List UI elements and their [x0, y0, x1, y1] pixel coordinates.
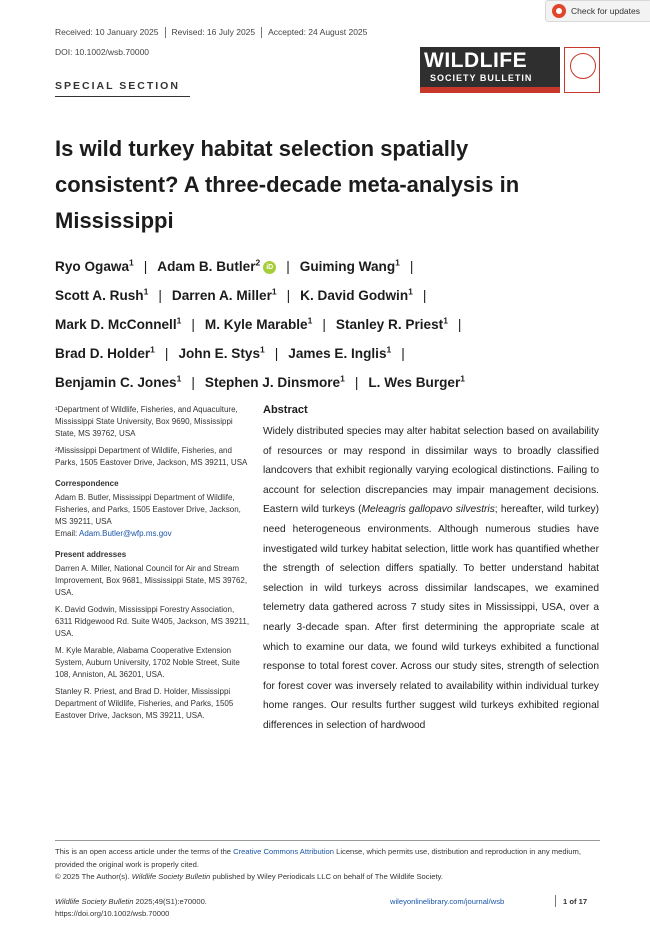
present-address: Darren A. Miller, National Council for Air and Stream Improvement, Box 9681, Mississippi State, MS 39762, USA.: [55, 564, 248, 597]
doi: DOI: 10.1002/wsb.70000: [55, 47, 150, 57]
page-number: 1 of 17: [563, 897, 588, 906]
accepted-date: Accepted: 24 August 2025: [268, 27, 368, 37]
author[interactable]: Benjamin C. Jones$^1$: [55, 373, 182, 390]
author-separator: |: [274, 345, 279, 361]
check-for-updates-label: Check for updates: [571, 6, 640, 16]
logo-line2: SOCIETY BULLETIN: [430, 73, 533, 83]
species-name: Meleagris gallopavo silvestris: [361, 504, 495, 516]
author[interactable]: K. David Godwin$^1$: [300, 286, 413, 303]
logo-line1: WILDLIFE: [424, 49, 528, 72]
author[interactable]: Adam B. Butler$^2$iD: [157, 259, 276, 274]
journal-logo: [420, 47, 560, 93]
correspondence-heading: Correspondence: [55, 479, 119, 488]
author-separator: |: [422, 287, 427, 303]
divider: [55, 96, 190, 97]
author-separator: |: [164, 345, 169, 361]
author[interactable]: Darren A. Miller$^1$: [171, 286, 277, 303]
author[interactable]: Guiming Wang$^1$: [299, 257, 400, 274]
author-separator: |: [457, 316, 462, 332]
author[interactable]: James E. Inglis$^1$: [288, 344, 392, 361]
correspondence-text: Adam B. Butler, Mississippi Department of Wildlife, Fisheries, and Parks, 1505 Eastover Drive, Jackson, MS 39211, USA: [55, 493, 241, 526]
abstract-heading: Abstract: [263, 404, 308, 416]
society-seal-icon: [564, 47, 600, 93]
email-link[interactable]: Adam.Butler@wfp.ms.gov: [79, 529, 172, 538]
footer-divider: [55, 840, 600, 841]
author-separator: |: [191, 374, 195, 390]
check-for-updates-button[interactable]: [545, 0, 650, 22]
author-separator: |: [191, 316, 195, 332]
cc-license-link[interactable]: Creative Commons Attribution: [233, 847, 334, 856]
revised-date: Revised: 16 July 2025: [171, 27, 256, 37]
article-history: [55, 27, 367, 38]
author-separator: |: [322, 316, 326, 332]
abstract-text: Widely distributed species may alter habitat selection based on availability of resources or may respond in dissimilar ways to broadly classified landcovers that exhibit regionally varying ecological distinctions. Failing to account for selection discrepancies may impair management decisions. Eastern wild turkeys (Meleagris gallopavo silvestris; hereafter, wild turkey) need heterogeneous environments. Although numerous studies have investigated wild turkey habitat selection, little work has quantified whether the strength of selection differs spatially. To better understand habitat selection in wild turkeys across dissimilar landscapes, we examined telemetry data gathered across 7 study sites in Mississippi, USA, over a nearly 3-decade span. After first determining the appropriate scale at which to examine our data, we found wild turkeys exhibited a functional response to total forest cover. Across our study sites, strength of selection for forest cover was inversely related to availability within individual turkey home ranges. Our results further suggest wild turkeys exhibited regional differences in selection of hardwood: [263, 426, 599, 731]
journal-url-link[interactable]: wileyonlinelibrary.com/journal/wsb: [390, 897, 505, 906]
author[interactable]: Mark D. McConnell$^1$: [55, 315, 182, 332]
author[interactable]: Stephen J. Dinsmore$^1$: [204, 373, 345, 390]
author[interactable]: Scott A. Rush$^1$: [55, 286, 149, 303]
author[interactable]: Stanley R. Priest$^1$: [335, 315, 448, 332]
author[interactable]: John E. Stys$^1$: [178, 344, 265, 361]
author[interactable]: Ryo Ogawa$^1$: [55, 257, 134, 274]
section-label: SPECIAL SECTION: [55, 80, 180, 92]
divider: [555, 895, 556, 907]
author-list: [55, 250, 615, 395]
author-separator: |: [158, 287, 162, 303]
author-separator: |: [286, 258, 290, 274]
affiliation-1: ¹Department of Wildlife, Fisheries, and Aquaculture, Mississippi State University, Box 9690, Mississippi State, MS 39762, USA: [55, 405, 238, 438]
author-separator: |: [143, 258, 148, 274]
author-separator: |: [401, 345, 405, 361]
author[interactable]: M. Kyle Marable$^1$: [204, 315, 313, 332]
author-separator: |: [286, 287, 291, 303]
affiliation-2: ²Mississippi Department of Wildlife, Fisheries, and Parks, 1505 Eastover Drive, Jackson, MS 39211, USA: [55, 446, 248, 467]
license-footnote: This is an open access article under the terms of the Creative Commons Attribution License, which permits use, distribution and reproduction in any medium, provided the original work is properly cited. © 2025 The Author(s). Wildlife Society Bulletin published by Wiley Periodicals LLC on behalf of The Wildlife Society.: [55, 847, 581, 881]
affiliations-column: ¹Department of Wildlife, Fisheries, and Aquaculture, Mississippi State University, Box 9690, Mississippi State, MS 39762, USA ²Mississippi Department of Wildlife, Fisheries, and Parks, 1505 Eastover Drive, Jackson, MS 39211, USA Correspondence Adam B. Butler, Mississippi Department of Wildlife, Fisheries, and Parks, 1505 Eastover Drive, Jackson, MS 39211, USA Email: Adam.Butler@wfp.ms.gov Present addresses Darren A. Miller, National Council for Air and Stream Improvement, Box 9681, Mississippi State, MS 39762, USA. K. David Godwin, Mississippi Forestry Association, 6311 Ridgewood Rd. Suite W405, Jackson, MS 39211, USA. M. Kyle Marable, Alabama Cooperative Extension System, Auburn University, 1702 Noble Street, Suite 108, Anniston, AL 36201, USA. Stanley R. Priest, and Brad D. Holder, Mississippi Department of Wildlife, Fisheries, and Parks, 1505 Eastover Drive, Jackson, MS 39211, USA.: [55, 405, 250, 720]
present-addresses-heading: Present addresses: [55, 550, 127, 559]
present-address: K. David Godwin, Mississippi Forestry Association, 6311 Ridgewood Rd. Suite W405, Jackson, MS 39211, USA.: [55, 605, 250, 638]
orcid-icon[interactable]: iD: [263, 261, 276, 274]
author-separator: |: [409, 258, 414, 274]
author[interactable]: L. Wes Burger$^1$: [368, 373, 466, 390]
author[interactable]: Brad D. Holder$^1$: [55, 344, 155, 361]
crossmark-icon: [552, 4, 566, 18]
article-title: Is wild turkey habitat selection spatially consistent? A three-decade meta-analysis in Mississippi: [55, 136, 520, 233]
present-address: Stanley R. Priest, and Brad D. Holder, Mississippi Department of Wildlife, Fisheries, and Parks, 1505 Eastover Drive, Jackson, MS 39211, USA.: [55, 687, 234, 720]
doi-url[interactable]: https://doi.org/10.1002/wsb.70000: [55, 909, 170, 918]
author-separator: |: [354, 374, 359, 390]
citation: Wildlife Society Bulletin 2025;49(S1):e70000.: [55, 897, 207, 906]
present-address: M. Kyle Marable, Alabama Cooperative Extension System, Auburn University, 1702 Noble Street, Suite 108, Anniston, AL 36201, USA.: [55, 646, 240, 679]
received-date: Received: 10 January 2025: [55, 27, 159, 37]
